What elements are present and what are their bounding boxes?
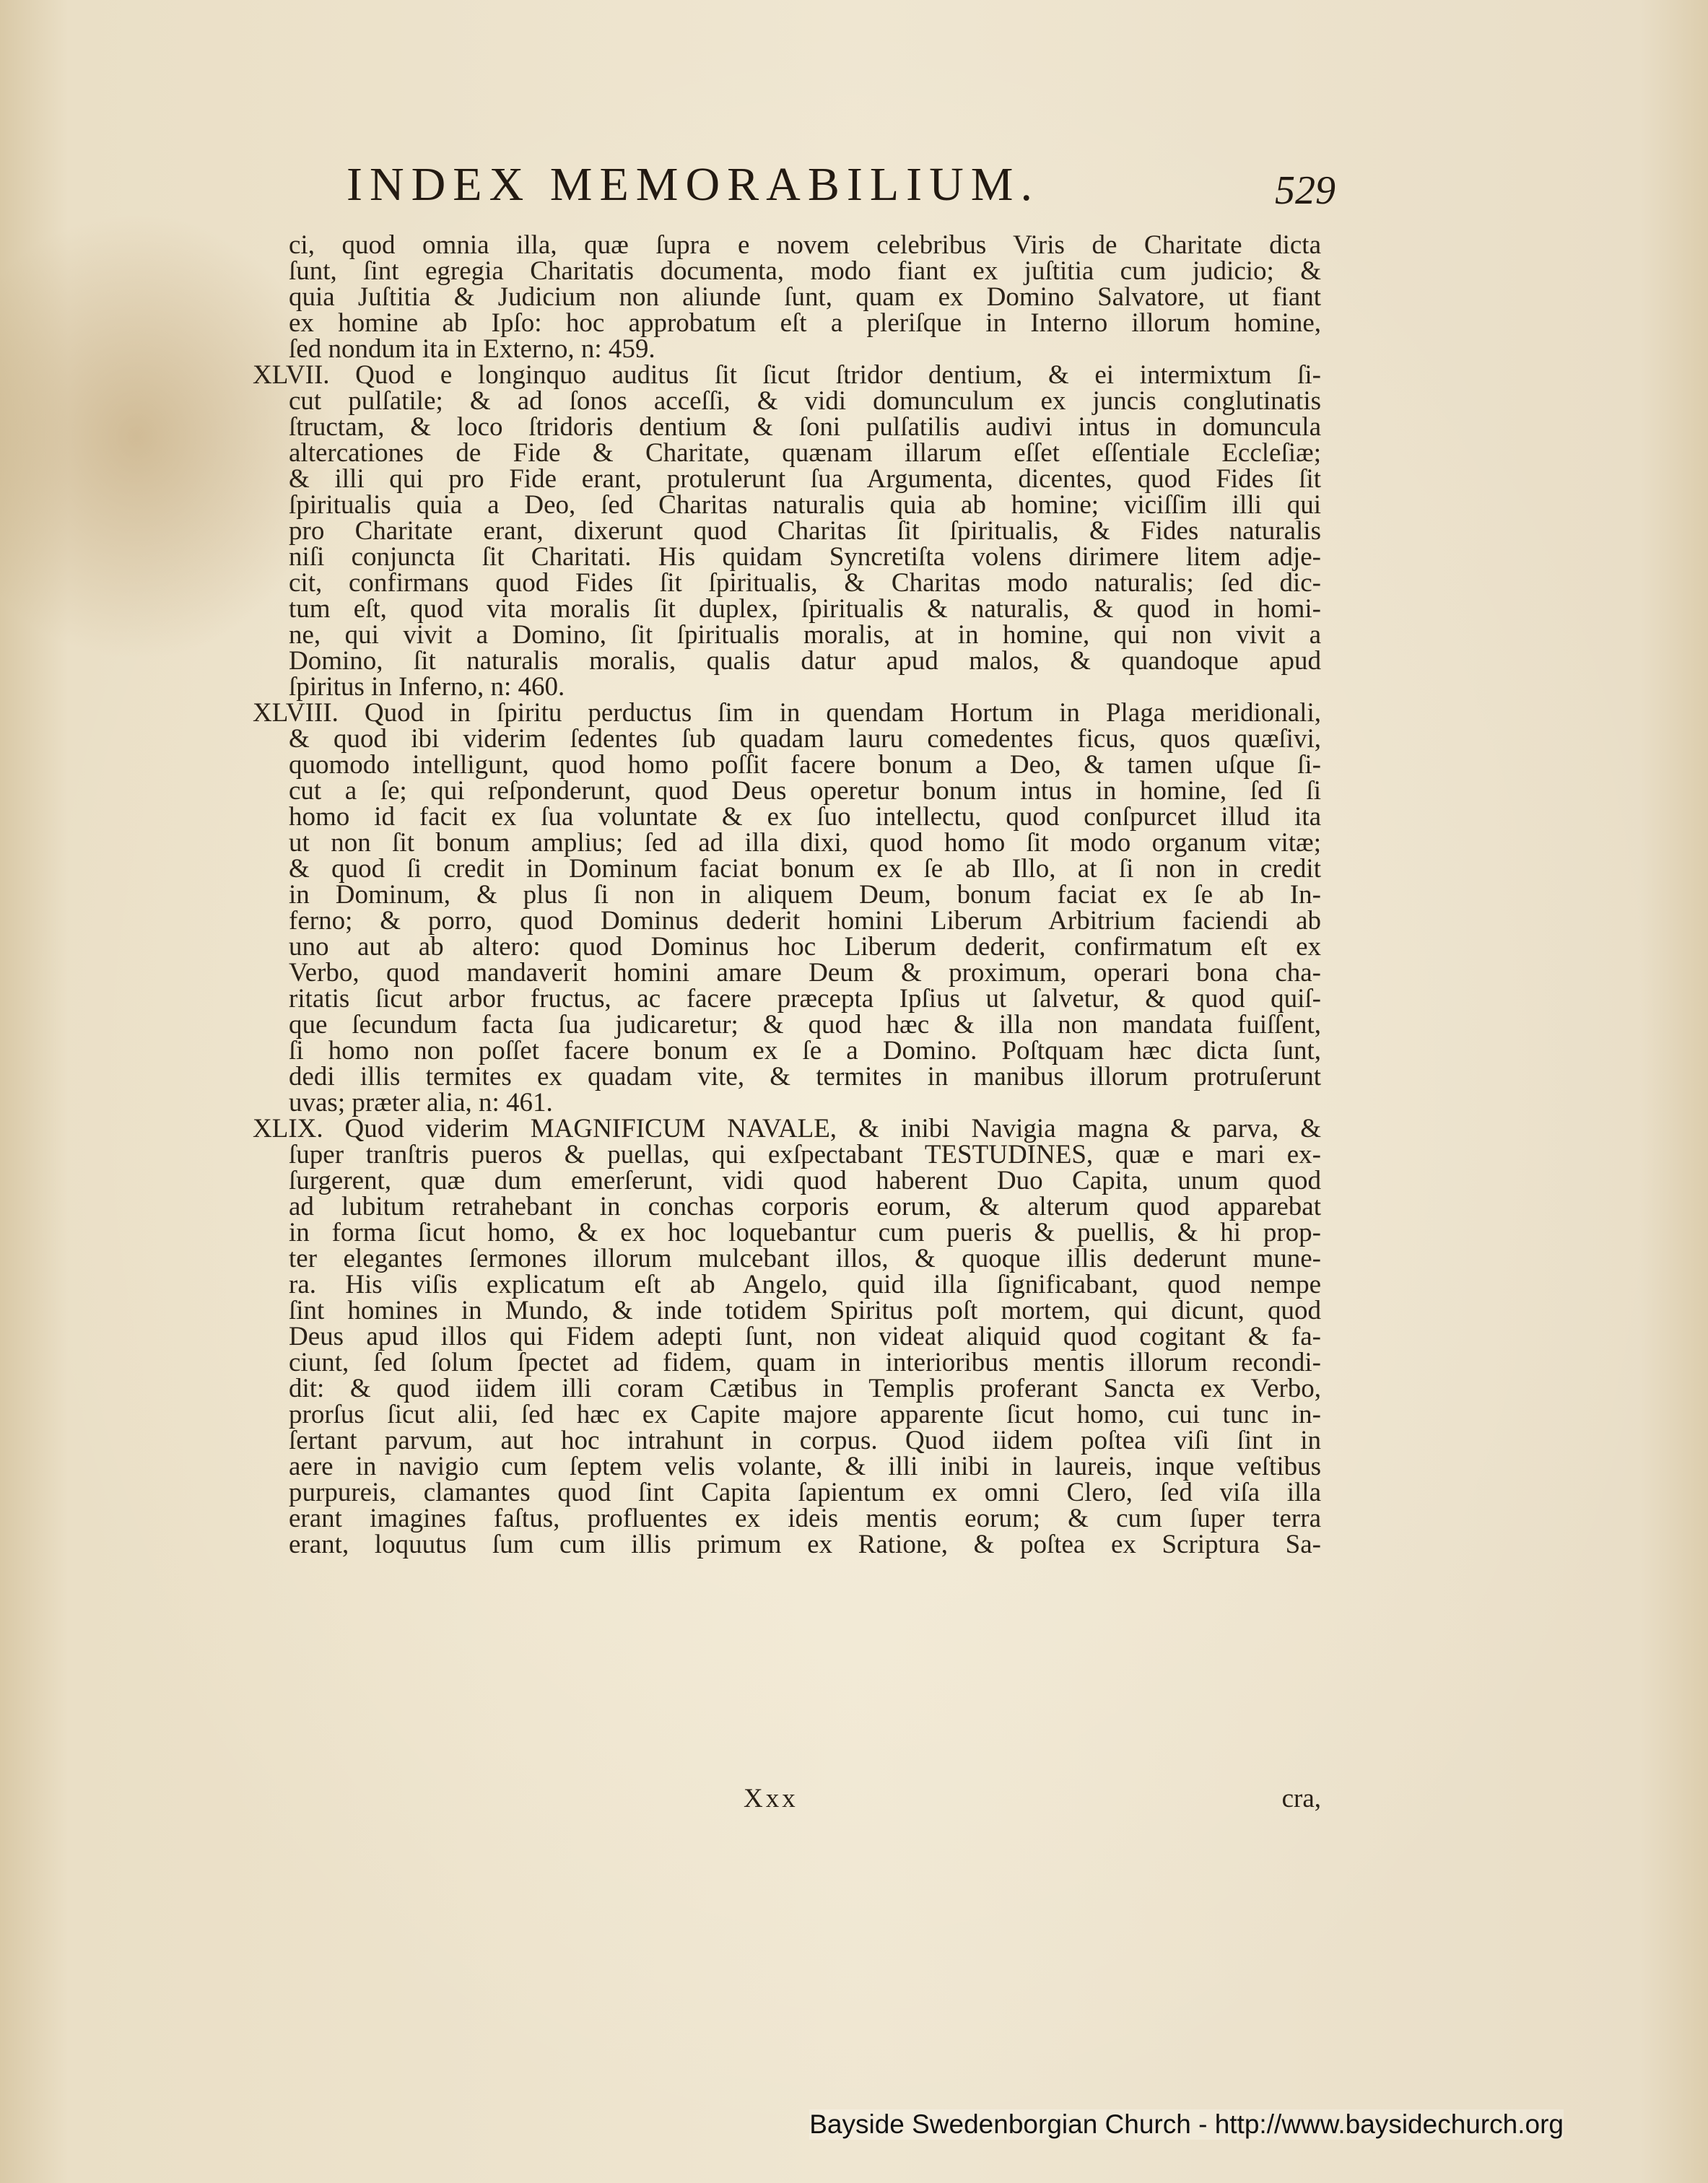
text-line: niſi conjuncta ſit Charitati. His quidam Syncretiſta volens dirimere litem adje- [289, 542, 1321, 572]
text-line: ſtructam, & loco ſtridoris dentium & ſoni pulſatilis audivi intus in domuncula [289, 412, 1321, 442]
text-line: ſunt, ſint egregia Charitatis documenta, modo fiant ex juſtitia cum judicio; & [289, 256, 1321, 286]
page-number: 529 [1275, 168, 1336, 213]
text-line: dedi illis termites ex quadam vite, & termites in manibus illorum protruſerunt [289, 1062, 1321, 1092]
text-line: & illi qui pro Fide erant, protulerunt ſua Argumenta, dicentes, quod Fides ſit [289, 464, 1321, 494]
page-title: INDEX MEMORABILIUM. [347, 158, 1040, 211]
running-header [347, 157, 1336, 222]
text-line: dit: & quod iidem illi coram Cætibus in Templis proferant Sancta ex Verbo, [289, 1374, 1321, 1403]
text-line: uvas; præter alia, n: 461. [289, 1088, 553, 1117]
index-entries [253, 232, 1321, 1558]
text-line: uno aut ab altero: quod Dominus hoc Liberum dederit, confirmatum eſt ex [289, 932, 1321, 962]
text-line: ſed nondum ita in Externo, n: 459. [289, 334, 655, 364]
text-line: prorſus ſicut alii, ſed hæc ex Capite majore apparente ſicut homo, cui tunc in- [289, 1400, 1321, 1429]
page-footer [253, 1783, 1321, 1812]
text-line: ritatis ſicut arbor fructus, ac facere præcepta Ipſius ut ſalvetur, & quod quiſ- [289, 984, 1321, 1014]
text-line: erant, loquutus ſum cum illis primum ex Ratione, & poſtea ex Scriptura Sa- [289, 1530, 1321, 1559]
text-line: ſi homo non poſſet facere bonum ex ſe a Domino. Poſtquam hæc dicta ſunt, [289, 1036, 1321, 1066]
text-line: pro Charitate erant, dixerunt quod Charitas ſit ſpiritualis, & Fides naturalis [289, 516, 1321, 546]
text-line: quomodo intelligunt, quod homo poſſit facere bonum a Deo, & tamen uſque ſi- [289, 750, 1321, 780]
text-line: & quod ibi viderim ſedentes ſub quadam lauru comedentes ficus, quos quæſivi, [289, 724, 1321, 754]
text-line: ra. His viſis explicatum eſt ab Angelo, quid illa ſignificabant, quod nempe [289, 1270, 1321, 1299]
text-line: XLVII. Quod e longinquo auditus ſit ſicut ſtridor dentium, & ei intermixtum ſi- [253, 360, 1321, 390]
text-line: erant imagines faſtus, profluentes ex ideis mentis eorum; & cum ſuper terra [289, 1504, 1321, 1533]
text-line: ciunt, ſed ſolum ſpectet ad fidem, quam in interioribus mentis illorum recondi- [289, 1348, 1321, 1377]
text-line: ſurgerent, quæ dum emerſerunt, vidi quod haberent Duo Capita, unum quod [289, 1166, 1321, 1195]
text-line: homo id facit ex ſua voluntate & ex ſuo intellectu, quod conſpurcet illud ita [289, 802, 1321, 832]
text-line: ter elegantes ſermones illorum mulcebant illos, & quoque illis dederunt mune- [289, 1244, 1321, 1273]
text-line: ne, qui vivit a Domino, ſit ſpiritualis moralis, at in homine, qui non vivit a [289, 620, 1321, 650]
text-line: aere in navigio cum ſeptem velis volante, & illi inibi in laureis, inque veſtibus [289, 1452, 1321, 1481]
text-line: Verbo, quod mandaverit homini amare Deum & proximum, operari bona cha- [289, 958, 1321, 988]
text-line: que ſecundum facta ſua judicaretur; & quod hæc & illa non mandata fuiſſent, [289, 1010, 1321, 1040]
watermark-text: Bayside Swedenborgian Church - http://www.baysidechurch.org [809, 2109, 1564, 2139]
text-line: ſint homines in Mundo, & inde totidem Spiritus poſt mortem, qui dicunt, quod [289, 1296, 1321, 1325]
text-line: in forma ſicut homo, & ex hoc loquebantur cum pueris & puellis, & hi prop- [289, 1218, 1321, 1247]
text-line: ſpiritus in Inferno, n: 460. [289, 672, 565, 702]
text-line: cit, confirmans quod Fides ſit ſpiritualis, & Charitas modo naturalis; ſed dic- [289, 568, 1321, 598]
text-line: ad lubitum retrahebant in conchas corporis eorum, & alterum quod apparebat [289, 1192, 1321, 1221]
text-line: Deus apud illos qui Fidem adepti ſunt, non videat aliquid quod cogitant & fa- [289, 1322, 1321, 1351]
text-line: XLIX. Quod viderim MAGNIFICUM NAVALE, & inibi Navigia magna & parva, & [253, 1114, 1321, 1143]
text-line: & quod ſi credit in Dominum faciat bonum ex ſe ab Illo, at ſi non in credit [289, 854, 1321, 884]
text-line: cut a ſe; qui reſponderunt, quod Deus operetur bonum intus in homine, ſed ſi [289, 776, 1321, 806]
text-line: XLVIII. Quod in ſpiritu perductus ſim in quendam Hortum in Plaga meridionali, [253, 698, 1321, 728]
text-line: ſertant parvum, aut hoc intrahunt in corpus. Quod iidem poſtea viſi ſint in [289, 1426, 1321, 1455]
signature-mark: Xxx [744, 1784, 798, 1813]
text-line: ferno; & porro, quod Dominus dederit homini Liberum Arbitrium faciendi ab [289, 906, 1321, 936]
text-line: in Dominum, & plus ſi non in aliquem Deum, bonum faciat ex ſe ab In- [289, 880, 1321, 910]
text-line: ſpiritualis quia a Deo, ſed Charitas naturalis quia ab homine; viciſſim illi qui [289, 490, 1321, 520]
text-line: quia Juſtitia & Judicium non aliunde ſunt, quam ex Domino Salvatore, ut fiant [289, 282, 1321, 312]
text-line: Domino, ſit naturalis moralis, qualis datur apud malos, & quandoque apud [289, 646, 1321, 676]
text-line: tum eſt, quod vita moralis ſit duplex, ſpiritualis & naturalis, & quod in homi- [289, 594, 1321, 624]
text-line: ſuper tranſtris pueros & puellas, qui exſpectabant TESTUDINES, quæ e mari ex- [289, 1140, 1321, 1169]
catchword: cra, [1281, 1784, 1321, 1813]
text-line: cut pulſatile; & ad ſonos acceſſi, & vidi domunculum ex juncis conglutinatis [289, 386, 1321, 416]
text-line: ci, quod omnia illa, quæ ſupra e novem celebribus Viris de Charitate dicta [289, 230, 1321, 260]
text-line: ut non ſit bonum amplius; ſed ad illa dixi, quod homo ſit modo organum vitæ; [289, 828, 1321, 858]
text-line: ex homine ab Ipſo: hoc approbatum eſt a pleriſque in Interno illorum homine, [289, 308, 1321, 338]
text-line: altercationes de Fide & Charitate, quænam illarum eſſet eſſentiale Eccleſiæ; [289, 438, 1321, 468]
text-line: purpureis, clamantes quod ſint Capita ſapientum ex omni Clero, ſed viſa illa [289, 1478, 1321, 1507]
